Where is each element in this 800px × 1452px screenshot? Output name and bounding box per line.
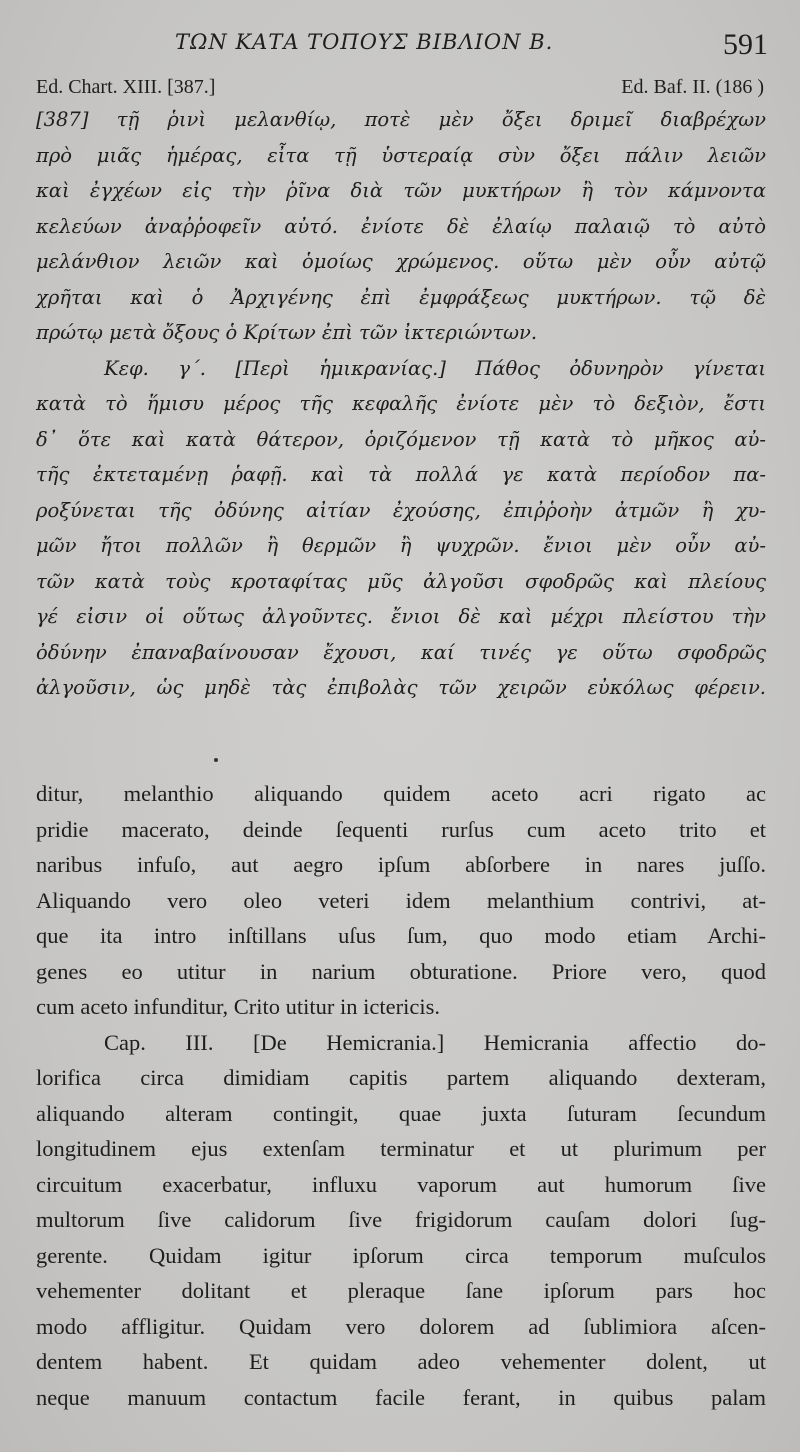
latin-line: cum aceto infunditur, Crito utitur in ictericis.: [36, 994, 441, 1019]
greek-line: τῶν κατὰ τοὺς κροταφίτας μῦς ἀλγοῦσι σφοδρῶς καὶ πλείους: [36, 569, 766, 593]
edition-reference-basel: Ed. Baf. II. (186 ): [621, 76, 764, 98]
edition-reference-line: [0, 76, 800, 102]
latin-line: aliquando alteram contingit, quae juxta ſuturam ſecundum: [36, 1100, 766, 1126]
latin-line: vehementer dolitant et pleraque ſane ipſorum pars hoc: [36, 1278, 766, 1303]
greek-line: ἀλγοῦσιν, ὡς μηδὲ τὰς ἐπιβολὰς τῶν χειρῶν εὐκόλως φέρειν.: [36, 676, 766, 699]
latin-text-block: [36, 776, 766, 1415]
latin-chapter-heading-line: Cap. III. [De Hemicrania.] Hemicrania affectio do-: [104, 1029, 766, 1055]
latin-line: ditur, melanthio aliquando quidem aceto acri rigato ac: [36, 781, 766, 806]
greek-line: [387] τῇ ῥινὶ μελανθίῳ, ποτὲ μὲν ὄξει δριμεῖ διαβρέχων: [36, 108, 766, 131]
greek-line: δ᾽ ὅτε καὶ κατὰ θάτερον, ὁριζόμενον τῇ κατὰ τὸ μῆκος αὐ-: [36, 427, 766, 451]
page-number: 591: [723, 28, 768, 61]
latin-line: neque manuum contactum facile ferant, in quibus palam: [36, 1384, 766, 1410]
greek-line: τῆς ἐκτεταμένῃ ῥαφῇ. καὶ τὰ πολλά γε κατὰ περίοδον πα-: [36, 463, 766, 486]
greek-line: καὶ ἐγχέων εἰς τὴν ῥῖνα διὰ τῶν μυκτήρων ἢ τὸν κάμνοντα: [36, 179, 766, 202]
page-header: [0, 28, 800, 64]
latin-line: longitudinem ejus extenſam terminatur et ut plurimum per: [36, 1136, 766, 1161]
latin-line: pridie macerato, deinde ſequenti rurſus cum aceto trito et: [36, 816, 766, 842]
separator-dot: [214, 758, 218, 762]
latin-line: dentem habent. Et quidam adeo vehementer dolent, ut: [36, 1349, 766, 1374]
greek-chapter-heading-line: Κεφ. γ΄. [Περὶ ἡμικρανίας.] Πάθος ὀδυνηρὸν γίνεται: [104, 356, 766, 380]
greek-line: χρῆται καὶ ὁ Ἀρχιγένης ἐπὶ ἐμφράξεως μυκτήρων. τῷ δὲ: [36, 285, 766, 309]
latin-line: circuitum exacerbatur, influxu vaporum aut humorum ſive: [36, 1171, 766, 1197]
latin-line: multorum ſive calidorum ſive frigidorum cauſam dolori ſug-: [36, 1207, 766, 1232]
latin-line: Aliquando vero oleo veteri idem melanthium contrivi, at-: [36, 887, 766, 913]
greek-line: πρώτῳ μετὰ ὄξους ὁ Κρίτων ἐπὶ τῶν ἰκτεριώντων.: [36, 321, 538, 344]
greek-line: μελάνθιον λειῶν καὶ ὁμοίως χρώμενος. οὕτω μὲν οὖν αὐτῷ: [36, 250, 766, 273]
greek-line: πρὸ μιᾶς ἡμέρας, εἶτα τῇ ὑστεραίᾳ σὺν ὄξει πάλιν λειῶν: [36, 143, 766, 167]
running-title: ΤΩΝ ΚΑΤΑ ΤΟΠΟΥΣ ΒΙΒΛΙΟΝ Β.: [175, 30, 554, 54]
greek-line: μῶν ἤτοι πολλῶν ἢ θερμῶν ἢ ψυχρῶν. ἔνιοι μὲν οὖν αὐ-: [36, 534, 766, 557]
latin-line: naribus infuſo, aut aegro ipſum abſorbere in nares juſſo.: [36, 852, 766, 877]
edition-reference-chartier: Ed. Chart. XIII. [387.]: [36, 76, 216, 98]
greek-line: ροξύνεται τῆς ὀδύνης αἰτίαν ἐχούσης, ἐπιῤῥοὴν ἀτμῶν ἢ χυ-: [36, 498, 766, 522]
greek-line: ὀδύνην ἐπαναβαίνουσαν ἔχουσι, καί τινές γε οὕτω σφοδρῶς: [36, 640, 766, 664]
latin-line: genes eo utitur in narium obturatione. Priore vero, quod: [36, 958, 766, 984]
latin-line: que ita intro inſtillans uſus ſum, quo modo etiam Archi-: [36, 923, 766, 948]
greek-text-block: [36, 102, 766, 706]
greek-line: κελεύων ἀναῤῥοφεῖν αὐτό. ἐνίοτε δὲ ἐλαίῳ παλαιῷ τὸ αὐτὸ: [36, 214, 766, 238]
greek-line: γέ εἰσιν οἱ οὕτως ἀλγοῦντες. ἔνιοι δὲ καὶ μέχρι πλείστου τὴν: [36, 605, 766, 628]
latin-line: lorifica circa dimidiam capitis partem aliquando dexteram,: [36, 1065, 766, 1090]
latin-line: modo affligitur. Quidam vero dolorem ad ſublimiora aſcen-: [36, 1313, 766, 1339]
greek-line: κατὰ τὸ ἥμισυ μέρος τῆς κεφαλῆς ἐνίοτε μὲν τὸ δεξιὸν, ἔστι: [36, 392, 766, 415]
latin-line: gerente. Quidam igitur ipſorum circa temporum muſculos: [36, 1242, 766, 1268]
